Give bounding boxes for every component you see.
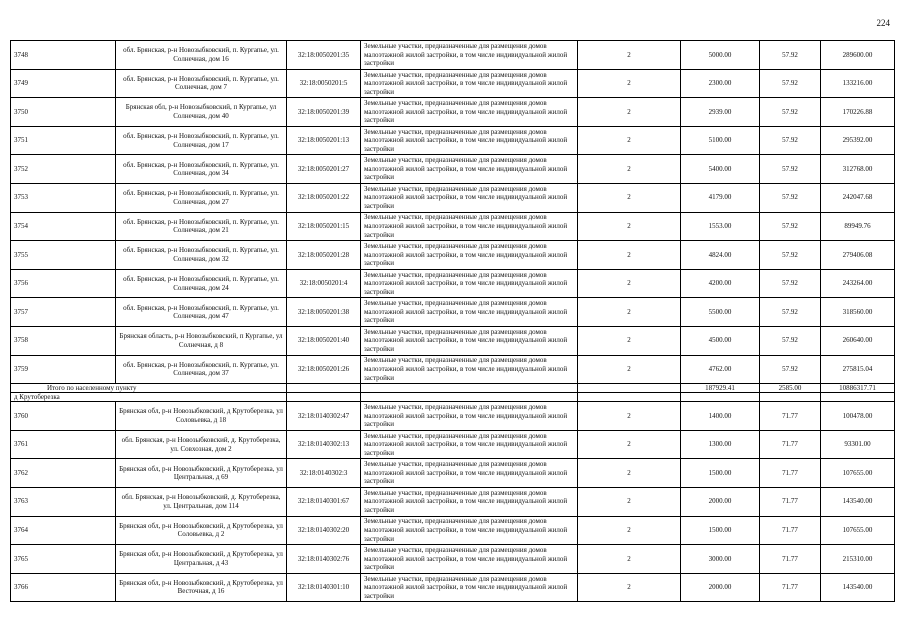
table-row xyxy=(11,155,895,184)
land-use-cell: Земельные участки, предназначенные для размещения домов малоэтажной жилой застройки, в том числе индивидуальной жилой застройки xyxy=(361,355,578,384)
total-rate: 2585.00 xyxy=(760,384,821,393)
cadastral-number: 32:18:0050201:28 xyxy=(287,241,361,270)
cadastral-number: 32:18:0140302:76 xyxy=(287,545,361,574)
land-use-cell: Земельные участки, предназначенные для размещения домов малоэтажной жилой застройки, в том числе индивидуальной жилой застройки xyxy=(361,183,578,212)
table-row xyxy=(11,41,895,70)
total-area: 187929.41 xyxy=(681,384,760,393)
address-cell: Брянская обл, р-н Новозыбковский, п Кургапье, ул Солнечная, дом 40 xyxy=(116,98,287,127)
row-number: 3752 xyxy=(11,155,116,184)
rate-cell: 57.92 xyxy=(760,126,821,155)
total-label: Итого по населенному пункту xyxy=(11,384,287,393)
area-cell: 1500.00 xyxy=(681,516,760,545)
cadastral-number: 32:18:0050201:40 xyxy=(287,326,361,355)
rate-cell: 57.92 xyxy=(760,41,821,70)
address-cell: обл. Брянская, р-н Новозыбковский, п. Кургапье, ул. Солнечная, дом 32 xyxy=(116,241,287,270)
land-use-cell: Земельные участки, предназначенные для размещения домов малоэтажной жилой застройки, в том числе индивидуальной жилой застройки xyxy=(361,98,578,127)
category-cell: 2 xyxy=(578,69,681,98)
row-number: 3755 xyxy=(11,241,116,270)
land-use-cell: Земельные участки, предназначенные для размещения домов малоэтажной жилой застройки, в том числе индивидуальной жилой застройки xyxy=(361,516,578,545)
cadastral-number: 32:18:0050201:4 xyxy=(287,269,361,298)
row-number: 3749 xyxy=(11,69,116,98)
category-cell: 2 xyxy=(578,183,681,212)
address-cell: обл. Брянская, р-н Новозыбковский, п. Кургапье, ул. Солнечная, дом 34 xyxy=(116,155,287,184)
category-cell: 2 xyxy=(578,459,681,488)
row-number: 3760 xyxy=(11,402,116,431)
row-number: 3759 xyxy=(11,355,116,384)
land-use-cell: Земельные участки, предназначенные для размещения домов малоэтажной жилой застройки, в том числе индивидуальной жилой застройки xyxy=(361,326,578,355)
land-register-table xyxy=(10,40,895,602)
value-cell: 93301.00 xyxy=(821,430,895,459)
value-cell: 295392.00 xyxy=(821,126,895,155)
area-cell: 2000.00 xyxy=(681,487,760,516)
category-cell: 2 xyxy=(578,516,681,545)
rate-cell: 57.92 xyxy=(760,326,821,355)
cadastral-number: 32:18:0050201:5 xyxy=(287,69,361,98)
area-cell: 2300.00 xyxy=(681,69,760,98)
address-cell: Брянская обл, р-н Новозыбковский, д Крутоберезка, ул Весточная, д 16 xyxy=(116,573,287,602)
area-cell: 2000.00 xyxy=(681,573,760,602)
cadastral-number: 32:18:0140302:3 xyxy=(287,459,361,488)
cadastral-number: 32:18:0050201:26 xyxy=(287,355,361,384)
rate-cell: 71.77 xyxy=(760,573,821,602)
table-row xyxy=(11,298,895,327)
cadastral-number: 32:18:0140302:13 xyxy=(287,430,361,459)
category-cell: 2 xyxy=(578,573,681,602)
value-cell: 170226.88 xyxy=(821,98,895,127)
value-cell: 143540.00 xyxy=(821,487,895,516)
cadastral-number: 32:18:0050201:27 xyxy=(287,155,361,184)
area-cell: 4824.00 xyxy=(681,241,760,270)
row-number: 3766 xyxy=(11,573,116,602)
cadastral-number: 32:18:0140301:67 xyxy=(287,487,361,516)
value-cell: 107655.00 xyxy=(821,459,895,488)
area-cell: 5100.00 xyxy=(681,126,760,155)
area-cell: 5500.00 xyxy=(681,298,760,327)
rate-cell: 57.92 xyxy=(760,69,821,98)
cadastral-number: 32:18:0050201:38 xyxy=(287,298,361,327)
land-use-cell: Земельные участки, предназначенные для размещения домов малоэтажной жилой застройки, в том числе индивидуальной жилой застройки xyxy=(361,41,578,70)
address-cell: обл. Брянская, р-н Новозыбковский, п. Кургапье, ул. Солнечная, дом 21 xyxy=(116,212,287,241)
rate-cell: 71.77 xyxy=(760,430,821,459)
category-cell: 2 xyxy=(578,326,681,355)
value-cell: 312768.00 xyxy=(821,155,895,184)
category-cell: 2 xyxy=(578,269,681,298)
address-cell: обл. Брянская, р-н Новозыбковский, п. Кургапье, ул. Солнечная, дом 37 xyxy=(116,355,287,384)
table-row xyxy=(11,241,895,270)
table-row xyxy=(11,126,895,155)
rate-cell: 71.77 xyxy=(760,545,821,574)
total-row xyxy=(11,384,895,393)
value-cell: 100478.00 xyxy=(821,402,895,431)
address-cell: Брянская обл, р-н Новозыбковский, д Крутоберезка, ул Соловьевка, д 2 xyxy=(116,516,287,545)
value-cell: 242047.68 xyxy=(821,183,895,212)
value-cell: 215310.00 xyxy=(821,545,895,574)
rate-cell: 71.77 xyxy=(760,459,821,488)
value-cell: 133216.00 xyxy=(821,69,895,98)
row-number: 3753 xyxy=(11,183,116,212)
category-cell: 2 xyxy=(578,41,681,70)
rate-cell: 71.77 xyxy=(760,402,821,431)
value-cell: 279406.08 xyxy=(821,241,895,270)
table-row xyxy=(11,98,895,127)
table-row xyxy=(11,516,895,545)
category-cell: 2 xyxy=(578,402,681,431)
category-cell: 2 xyxy=(578,212,681,241)
row-number: 3761 xyxy=(11,430,116,459)
table-row xyxy=(11,212,895,241)
value-cell: 143540.00 xyxy=(821,573,895,602)
rate-cell: 57.92 xyxy=(760,183,821,212)
row-number: 3763 xyxy=(11,487,116,516)
land-use-cell: Земельные участки, предназначенные для размещения домов малоэтажной жилой застройки, в том числе индивидуальной жилой застройки xyxy=(361,212,578,241)
land-use-cell: Земельные участки, предназначенные для размещения домов малоэтажной жилой застройки, в том числе индивидуальной жилой застройки xyxy=(361,430,578,459)
table-row xyxy=(11,459,895,488)
table-row xyxy=(11,69,895,98)
category-cell: 2 xyxy=(578,155,681,184)
area-cell: 1500.00 xyxy=(681,459,760,488)
value-cell: 318560.00 xyxy=(821,298,895,327)
address-cell: Брянская обл, р-н Новозыбковский, д Крутоберезка, ул Соловьевка, д 18 xyxy=(116,402,287,431)
table-row xyxy=(11,269,895,298)
land-use-cell: Земельные участки, предназначенные для размещения домов малоэтажной жилой застройки, в том числе индивидуальной жилой застройки xyxy=(361,573,578,602)
category-cell: 2 xyxy=(578,430,681,459)
land-use-cell: Земельные участки, предназначенные для размещения домов малоэтажной жилой застройки, в том числе индивидуальной жилой застройки xyxy=(361,126,578,155)
area-cell: 4179.00 xyxy=(681,183,760,212)
area-cell: 3000.00 xyxy=(681,545,760,574)
land-use-cell: Земельные участки, предназначенные для размещения домов малоэтажной жилой застройки, в том числе индивидуальной жилой застройки xyxy=(361,402,578,431)
land-use-cell: Земельные участки, предназначенные для размещения домов малоэтажной жилой застройки, в том числе индивидуальной жилой застройки xyxy=(361,269,578,298)
area-cell: 5400.00 xyxy=(681,155,760,184)
rate-cell: 57.92 xyxy=(760,155,821,184)
table-row xyxy=(11,430,895,459)
row-number: 3748 xyxy=(11,41,116,70)
area-cell: 4200.00 xyxy=(681,269,760,298)
land-use-cell: Земельные участки, предназначенные для размещения домов малоэтажной жилой застройки, в том числе индивидуальной жилой застройки xyxy=(361,69,578,98)
row-number: 3750 xyxy=(11,98,116,127)
rate-cell: 57.92 xyxy=(760,212,821,241)
row-number: 3764 xyxy=(11,516,116,545)
row-number: 3762 xyxy=(11,459,116,488)
rate-cell: 57.92 xyxy=(760,241,821,270)
table-row xyxy=(11,573,895,602)
cadastral-number: 32:18:0140301:10 xyxy=(287,573,361,602)
row-number: 3758 xyxy=(11,326,116,355)
locality-name: д Крутоберезка xyxy=(11,393,287,402)
table-row xyxy=(11,326,895,355)
value-cell: 243264.00 xyxy=(821,269,895,298)
address-cell: обл. Брянская, р-н Новозыбковский, п. Кургапье, ул. Солнечная, дом 27 xyxy=(116,183,287,212)
category-cell: 2 xyxy=(578,298,681,327)
category-cell: 2 xyxy=(578,241,681,270)
value-cell: 275815.04 xyxy=(821,355,895,384)
cadastral-number: 32:18:0050201:35 xyxy=(287,41,361,70)
address-cell: Брянская область, р-н Новозыбковский, п Кургапье, ул Солнечная, д 8 xyxy=(116,326,287,355)
rate-cell: 57.92 xyxy=(760,355,821,384)
area-cell: 5000.00 xyxy=(681,41,760,70)
row-number: 3757 xyxy=(11,298,116,327)
address-cell: обл. Брянская, р-н Новозыбковский, п. Кургапье, ул. Солнечная, дом 24 xyxy=(116,269,287,298)
rate-cell: 57.92 xyxy=(760,98,821,127)
table-row xyxy=(11,183,895,212)
table-row xyxy=(11,355,895,384)
cadastral-number: 32:18:0050201:15 xyxy=(287,212,361,241)
row-number: 3756 xyxy=(11,269,116,298)
cadastral-number: 32:18:0050201:39 xyxy=(287,98,361,127)
category-cell: 2 xyxy=(578,487,681,516)
land-use-cell: Земельные участки, предназначенные для размещения домов малоэтажной жилой застройки, в том числе индивидуальной жилой застройки xyxy=(361,459,578,488)
value-cell: 89949.76 xyxy=(821,212,895,241)
total-value: 10886317.71 xyxy=(821,384,895,393)
area-cell: 1300.00 xyxy=(681,430,760,459)
table-row xyxy=(11,545,895,574)
land-use-cell: Земельные участки, предназначенные для размещения домов малоэтажной жилой застройки, в том числе индивидуальной жилой застройки xyxy=(361,545,578,574)
rate-cell: 71.77 xyxy=(760,487,821,516)
cadastral-number: 32:18:0050201:13 xyxy=(287,126,361,155)
row-number: 3765 xyxy=(11,545,116,574)
land-use-cell: Земельные участки, предназначенные для размещения домов малоэтажной жилой застройки, в том числе индивидуальной жилой застройки xyxy=(361,155,578,184)
rate-cell: 57.92 xyxy=(760,269,821,298)
value-cell: 107655.00 xyxy=(821,516,895,545)
value-cell: 260640.00 xyxy=(821,326,895,355)
cadastral-number: 32:18:0140302:47 xyxy=(287,402,361,431)
locality-row xyxy=(11,393,895,402)
rate-cell: 57.92 xyxy=(760,298,821,327)
area-cell: 4762.00 xyxy=(681,355,760,384)
cadastral-number: 32:18:0140302:20 xyxy=(287,516,361,545)
land-use-cell: Земельные участки, предназначенные для размещения домов малоэтажной жилой застройки, в том числе индивидуальной жилой застройки xyxy=(361,487,578,516)
category-cell: 2 xyxy=(578,545,681,574)
address-cell: обл. Брянская, р-н Новозыбковский, п. Кургапье, ул. Солнечная, дом 17 xyxy=(116,126,287,155)
address-cell: Брянская обл, р-н Новозыбковский, д Крутоберезка, ул Центральная, д 43 xyxy=(116,545,287,574)
area-cell: 2939.00 xyxy=(681,98,760,127)
area-cell: 1553.00 xyxy=(681,212,760,241)
table-row xyxy=(11,402,895,431)
area-cell: 4500.00 xyxy=(681,326,760,355)
address-cell: обл. Брянская, р-н Новозыбковский, д. Крутоберезка, ул. Совхозная, дом 2 xyxy=(116,430,287,459)
category-cell: 2 xyxy=(578,98,681,127)
row-number: 3751 xyxy=(11,126,116,155)
row-number: 3754 xyxy=(11,212,116,241)
address-cell: обл. Брянская, р-н Новозыбковский, п. Кургапье, ул. Солнечная, дом 47 xyxy=(116,298,287,327)
value-cell: 289600.00 xyxy=(821,41,895,70)
table-row xyxy=(11,487,895,516)
address-cell: обл. Брянская, р-н Новозыбковский, п. Кургапье, ул. Солнечная, дом 7 xyxy=(116,69,287,98)
rate-cell: 71.77 xyxy=(760,516,821,545)
address-cell: обл. Брянская, р-н Новозыбковский, п. Кургапье, ул. Солнечная, дом 16 xyxy=(116,41,287,70)
cadastral-number: 32:18:0050201:22 xyxy=(287,183,361,212)
land-use-cell: Земельные участки, предназначенные для размещения домов малоэтажной жилой застройки, в том числе индивидуальной жилой застройки xyxy=(361,298,578,327)
page-number: 224 xyxy=(876,18,890,28)
category-cell: 2 xyxy=(578,126,681,155)
category-cell: 2 xyxy=(578,355,681,384)
address-cell: Брянская обл, р-н Новозыбковский, д Крутоберезка, ул Центральная, д 69 xyxy=(116,459,287,488)
address-cell: обл. Брянская, р-н Новозыбковский, д. Крутоберезка, ул. Центральная, дом 114 xyxy=(116,487,287,516)
land-use-cell: Земельные участки, предназначенные для размещения домов малоэтажной жилой застройки, в том числе индивидуальной жилой застройки xyxy=(361,241,578,270)
area-cell: 1400.00 xyxy=(681,402,760,431)
